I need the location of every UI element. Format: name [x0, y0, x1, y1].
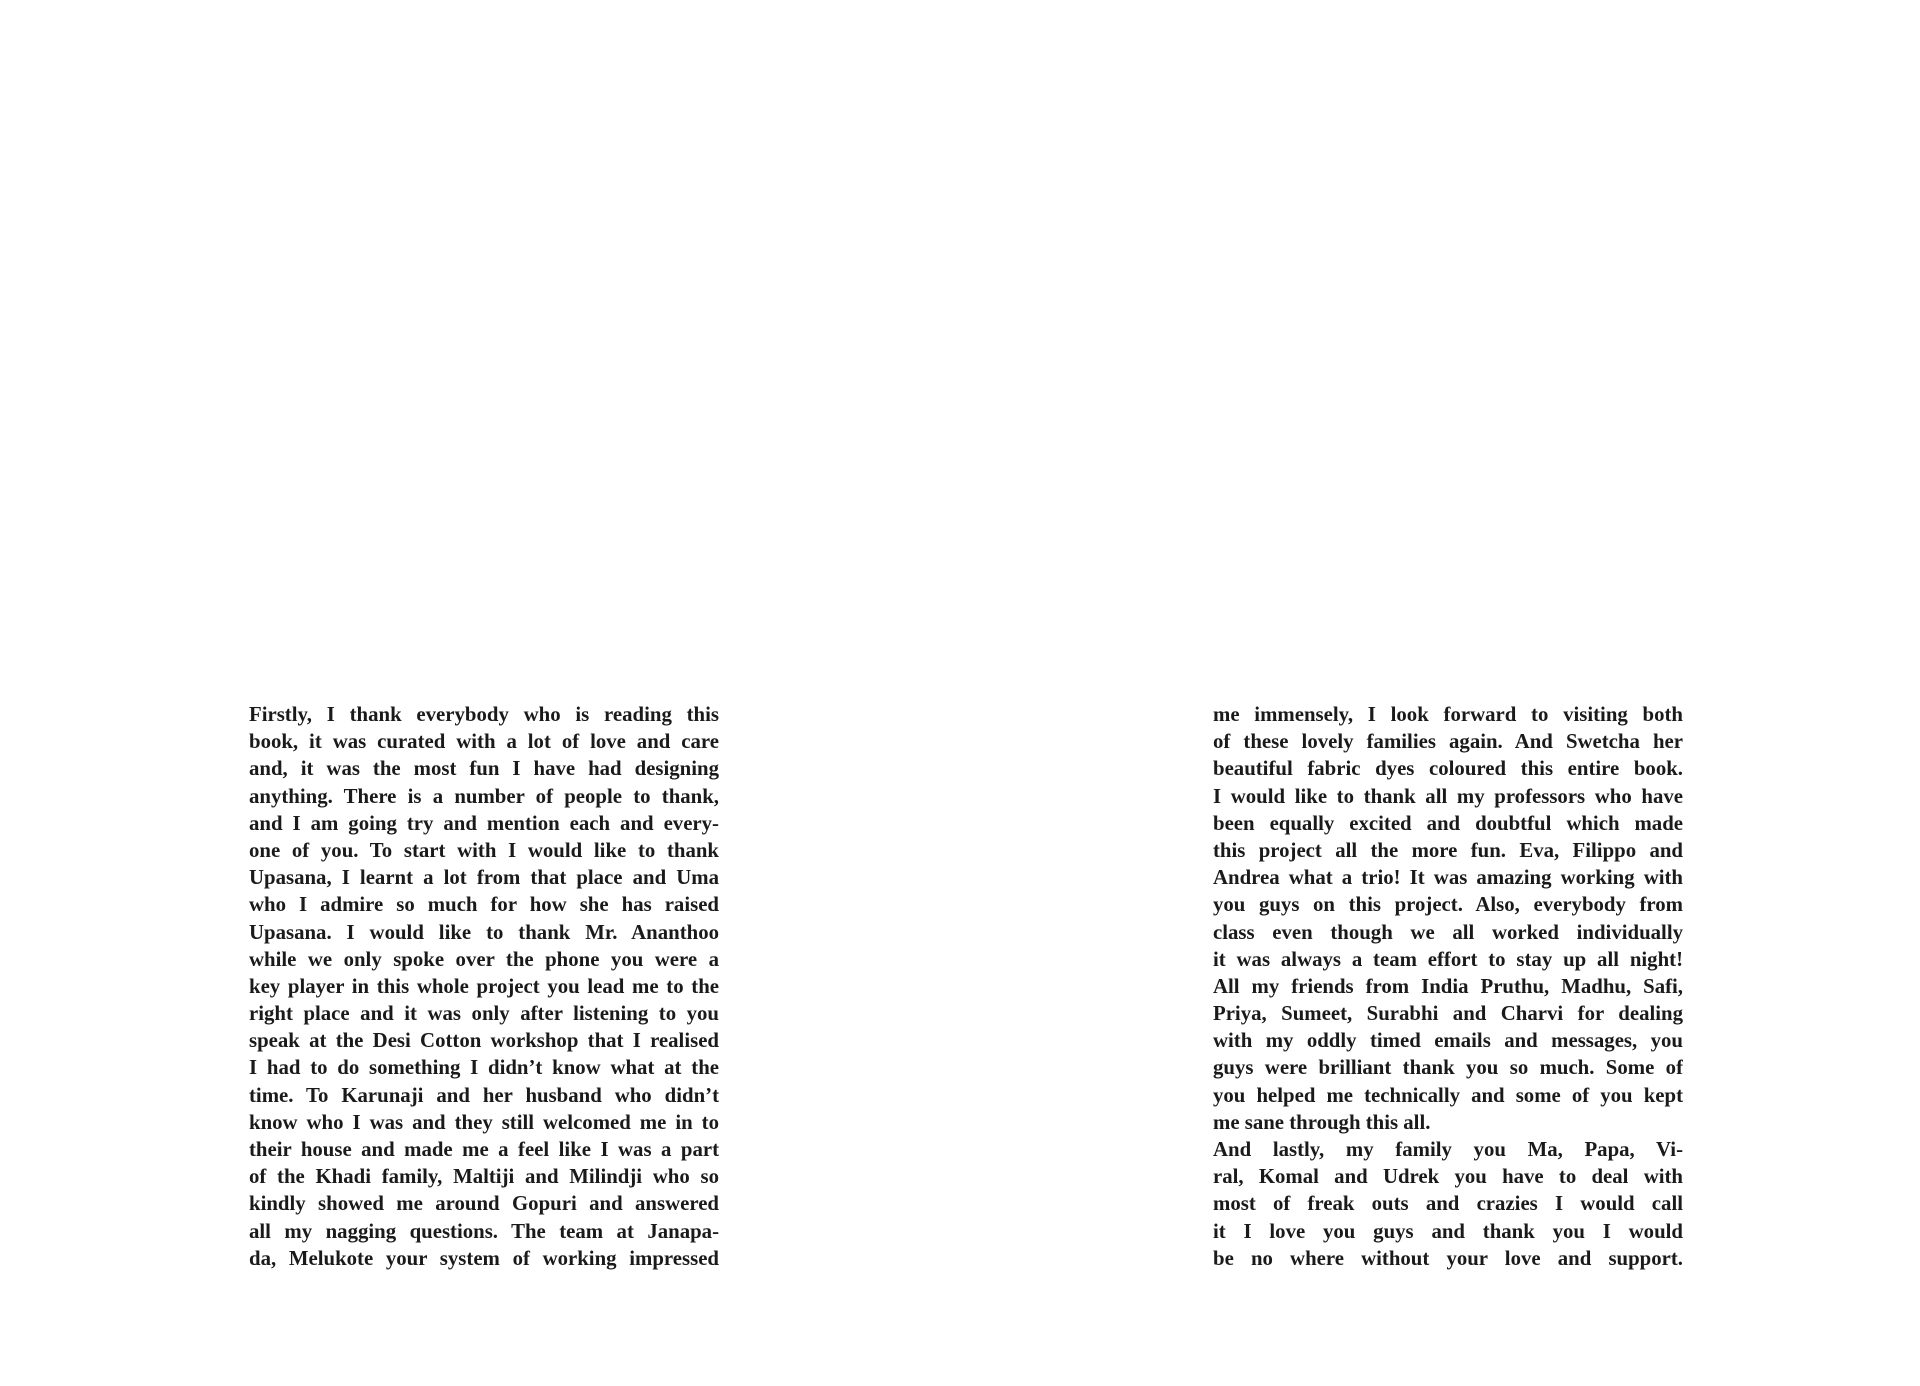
text-line: class even though we all worked individually — [1213, 920, 1683, 944]
text-line: time. To Karunaji and her husband who didn’t — [249, 1083, 719, 1107]
text-line: most of freak outs and crazies I would call — [1213, 1192, 1683, 1216]
text-line: all my nagging questions. The team at Janapa- — [249, 1219, 719, 1243]
text-line: you guys on this project. Also, everybody from — [1213, 893, 1683, 917]
text-line: me sane through this all. — [1213, 1110, 1431, 1134]
text-line: one of you. To start with I would like to thank — [249, 838, 719, 862]
text-line: kindly showed me around Gopuri and answered — [249, 1192, 719, 1216]
text-line: Upasana, I learnt a lot from that place and Uma — [249, 866, 719, 890]
text-line: book, it was curated with a lot of love and care — [249, 730, 719, 754]
text-line: right place and it was only after listening to you — [249, 1002, 719, 1026]
text-line: it was always a team effort to stay up all night! — [1213, 947, 1683, 971]
text-line: this project all the more fun. Eva, Filippo and — [1213, 838, 1683, 862]
text-line: anything. There is a number of people to thank, — [249, 784, 719, 808]
text-line: Firstly, I thank everybody who is reading this — [249, 703, 719, 726]
text-line: key player in this whole project you lead me to the — [249, 974, 719, 998]
text-line: I would like to thank all my professors who have — [1213, 784, 1683, 808]
text-line: Priya, Sumeet, Surabhi and Charvi for dealing — [1213, 1002, 1683, 1026]
text-line: be no where without your love and support. — [1213, 1246, 1683, 1270]
text-line: of the Khadi family, Maltiji and Milindji who so — [249, 1165, 719, 1189]
left-page-text — [249, 701, 719, 1272]
text-line: while we only spoke over the phone you were a — [249, 947, 719, 971]
text-line: been equally excited and doubtful which made — [1213, 811, 1683, 835]
text-line: their house and made me a feel like I was a part — [249, 1138, 719, 1161]
right-page-text — [1213, 701, 1683, 1272]
text-line: All my friends from India Pruthu, Madhu, Safi, — [1213, 974, 1683, 998]
text-line: who I admire so much for how she has raised — [249, 893, 719, 917]
text-line: and I am going try and mention each and every- — [249, 811, 719, 835]
text-line: and, it was the most fun I have had designing — [249, 757, 719, 781]
text-line: you helped me technically and some of you kept — [1213, 1083, 1683, 1107]
text-line: beautiful fabric dyes coloured this entire book. — [1213, 757, 1683, 781]
text-line: speak at the Desi Cotton workshop that I realised — [249, 1029, 719, 1053]
text-line: it I love you guys and thank you I would — [1213, 1219, 1683, 1243]
text-line: Andrea what a trio! It was amazing working with — [1213, 866, 1683, 890]
text-line: with my oddly timed emails and messages, you — [1213, 1029, 1683, 1053]
text-line: I had to do something I didn’t know what at the — [249, 1056, 719, 1080]
text-line: ral, Komal and Udrek you have to deal with — [1213, 1165, 1683, 1189]
text-line: And lastly, my family you Ma, Papa, Vi- — [1213, 1138, 1683, 1161]
text-line: of these lovely families again. And Swetcha her — [1213, 730, 1683, 754]
text-line: guys were brilliant thank you so much. Some of — [1213, 1056, 1683, 1080]
text-line: me immensely, I look forward to visiting both — [1213, 703, 1683, 726]
text-line: know who I was and they still welcomed me in to — [249, 1110, 719, 1134]
text-line: da, Melukote your system of working impressed — [249, 1246, 719, 1270]
text-line: Upasana. I would like to thank Mr. Ananthoo — [249, 920, 719, 944]
